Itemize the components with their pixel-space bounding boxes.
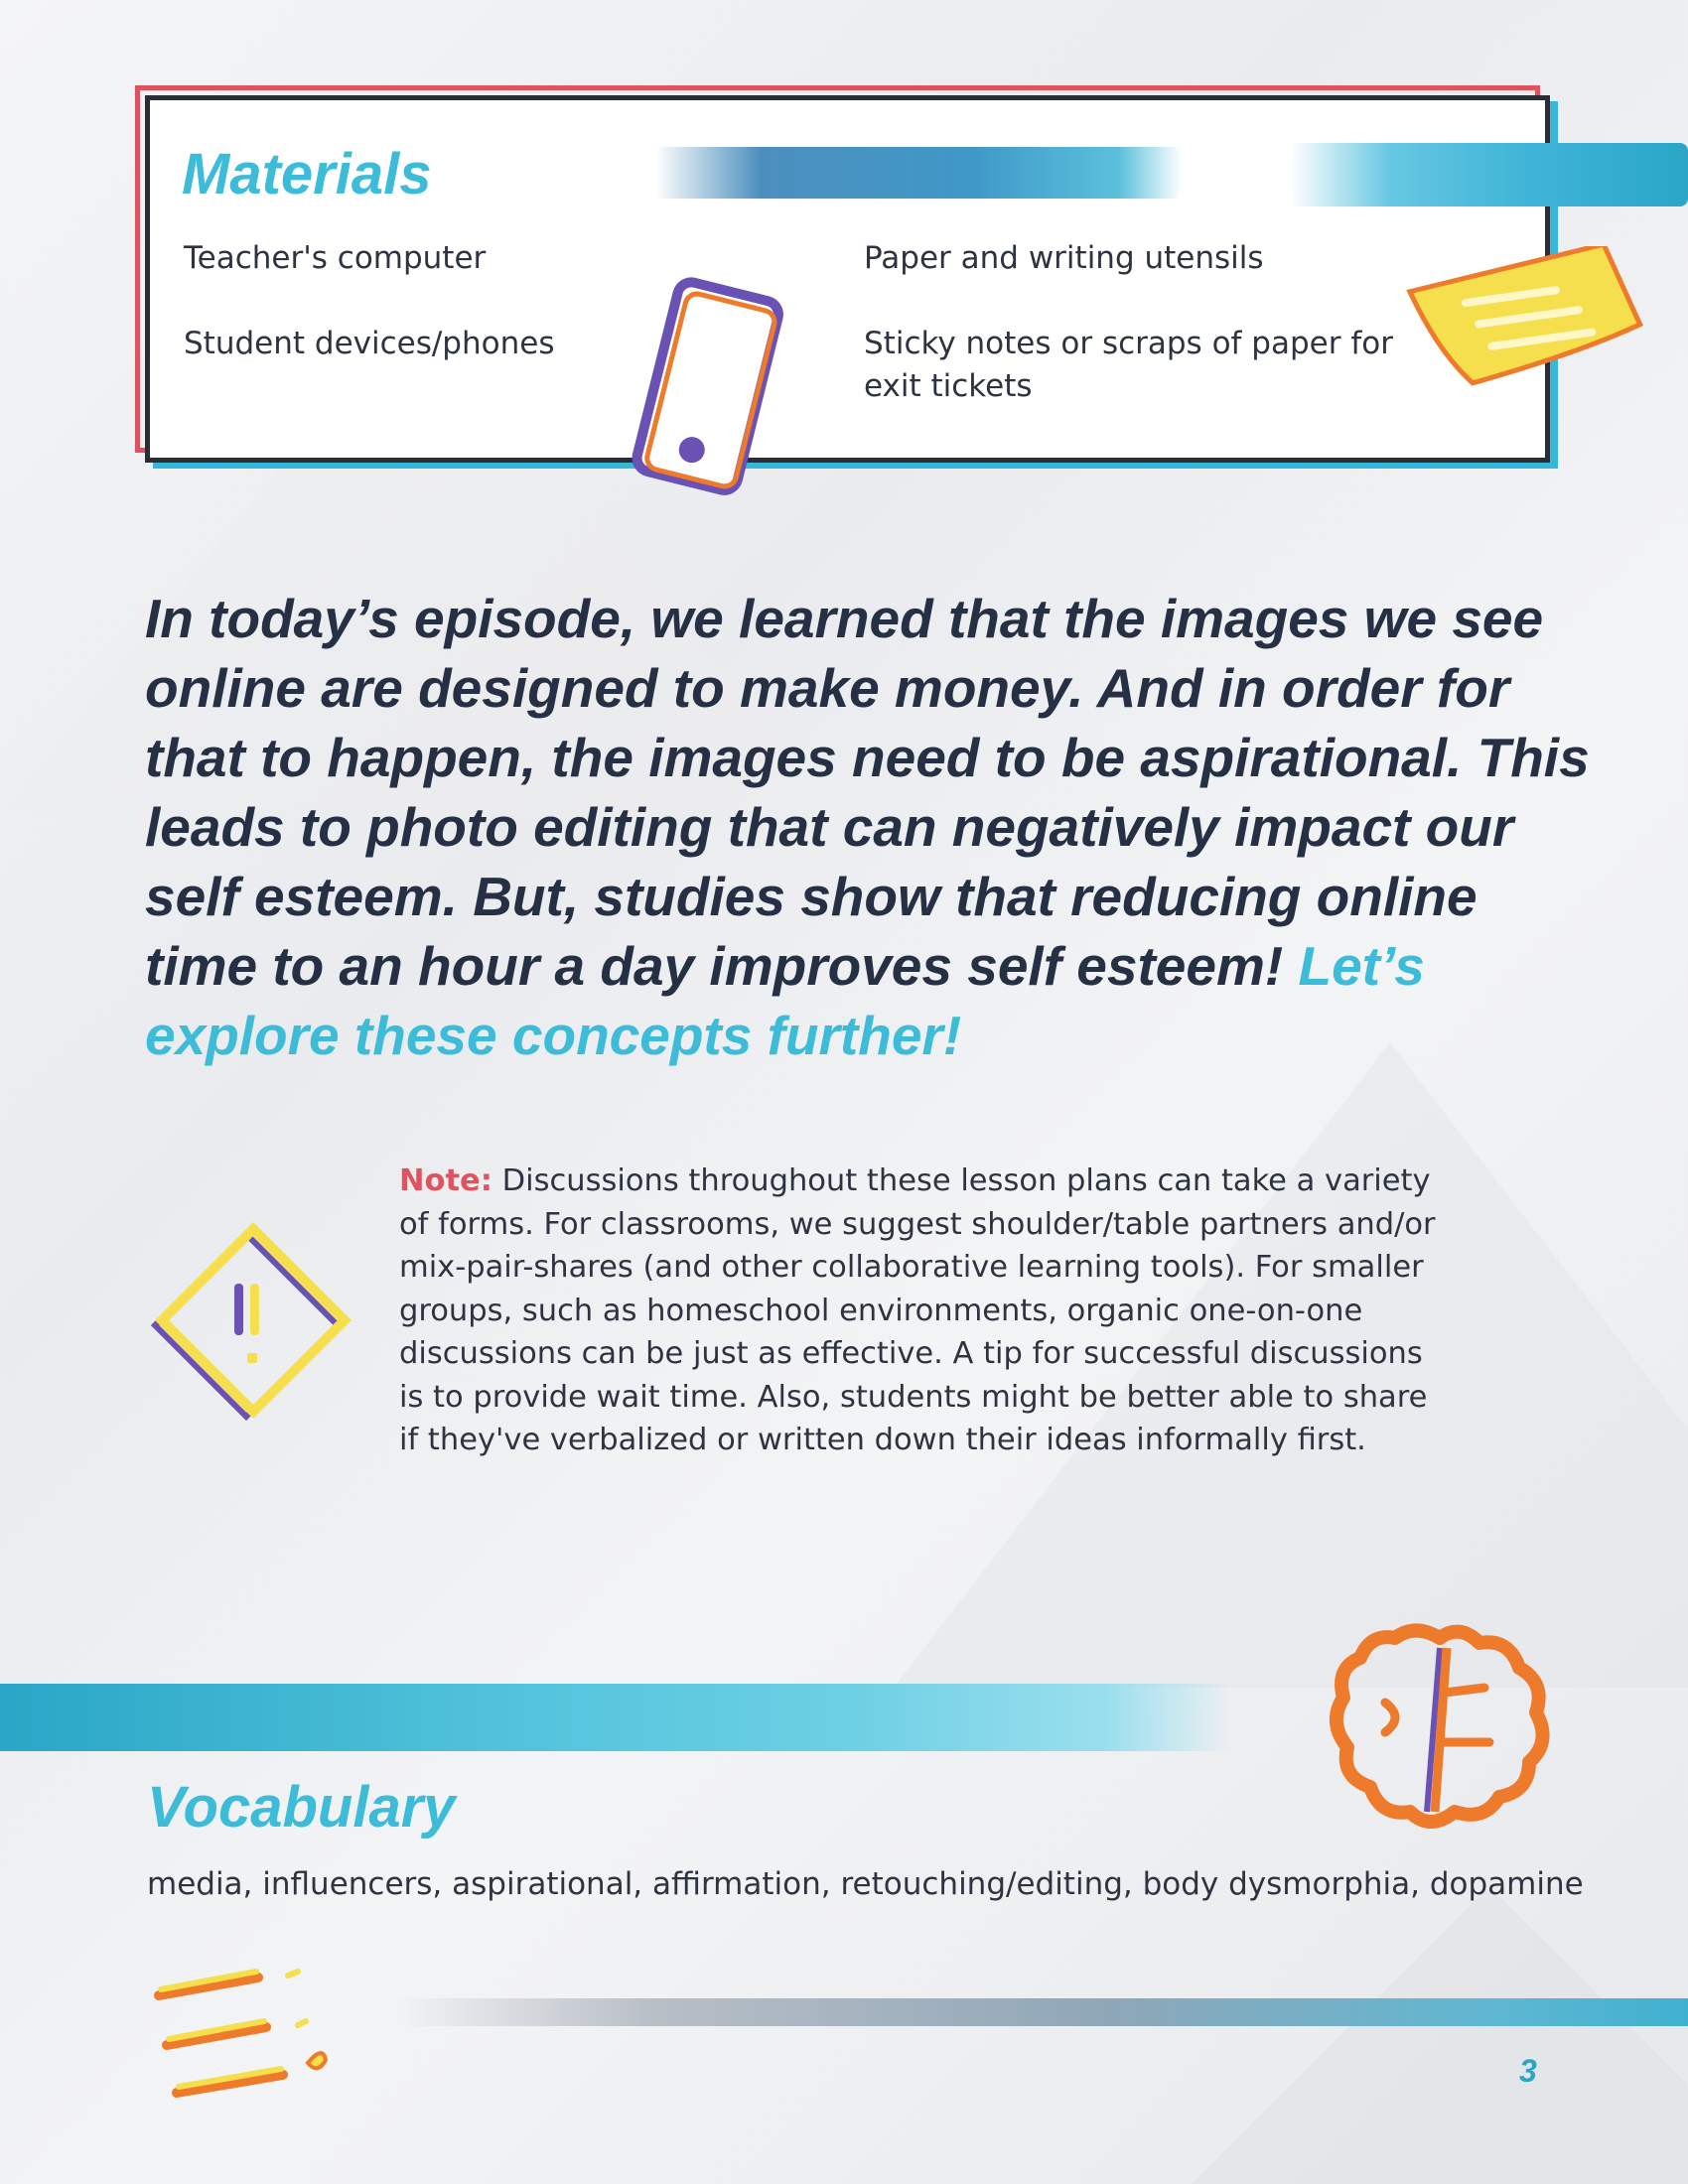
material-item: Student devices/phones [184,326,555,361]
materials-title: Materials [182,142,432,206]
vocabulary-banner-stroke [0,1684,1231,1751]
note-text: Discussions throughout these lesson plans can take a variety of forms. For classrooms, we suggest shoulder/table partners and/or mix-pair-shares (and other collaborative learning tools). For smaller groups, such as homeschool environments, organic one-on-one discussions can be just as effective. A tip for successful discussions is to provide wait time. Also, students might be better able to share if they've verbalized or written down their ideas informally first. [399,1163,1436,1457]
material-item: Sticky notes or scraps of paper for [864,326,1393,361]
material-item: Paper and writing utensils [864,240,1264,276]
pencil-scribble-icon [149,1936,348,2105]
brush-stroke [655,147,1182,199]
warning-icon [127,1206,365,1444]
intro-highlight: Let’s explore these concepts further! [145,935,1425,1066]
brush-stroke [1291,143,1688,206]
sticky-note-icon [1395,246,1655,395]
material-item: Teacher's computer [184,240,487,276]
note-label: Note: [399,1163,492,1198]
background-facet [1192,1886,1688,2184]
brain-icon [1316,1608,1564,1846]
note-paragraph [399,1160,1452,1462]
page-number: 3 [1519,2053,1537,2089]
material-item: exit tickets [864,368,1033,404]
intro-text: In today’s episode, we learned that the images we see online are designed to make money. And in order for that to happen, the images need to be aspirational. This leads to photo editing that can negatively impact our self esteem. But, studies show that reducing online time to an hour a day improves self esteem! [145,588,1590,997]
vocabulary-title: Vocabulary [147,1775,456,1840]
bottom-brush-stroke [397,1998,1688,2026]
vocabulary-list: media, influencers, aspirational, affirmation, retouching/editing, body dysmorphia, dopamine [147,1866,1584,1902]
intro-paragraph [145,584,1595,1070]
phone-icon [608,273,806,506]
